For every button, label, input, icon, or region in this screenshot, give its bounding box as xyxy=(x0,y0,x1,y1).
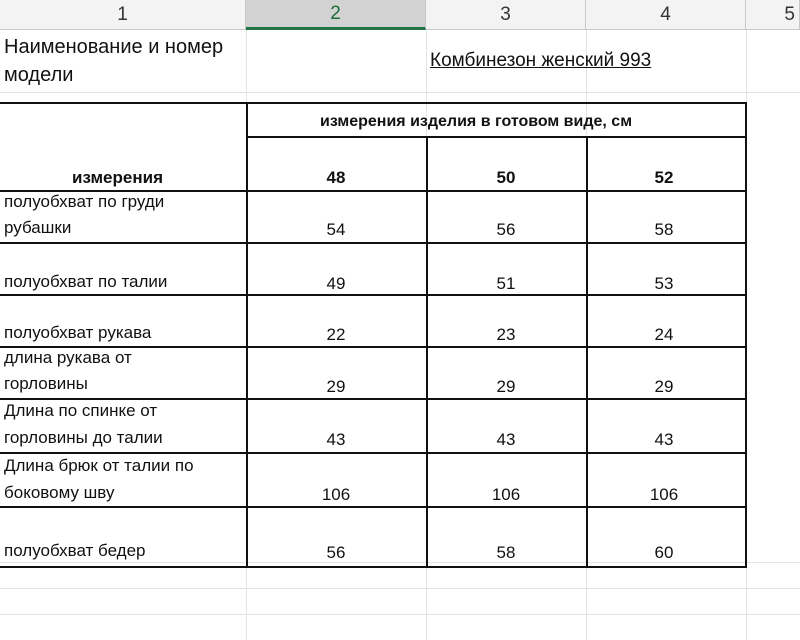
column-header-1[interactable]: 1 xyxy=(0,0,246,30)
table-cell: 56 xyxy=(326,543,346,562)
table-cell: 29 xyxy=(326,377,346,396)
table-cell: 56 xyxy=(496,220,516,239)
table-cell: 43 xyxy=(326,430,346,449)
table-cell: 54 xyxy=(326,220,346,239)
table-border xyxy=(246,136,746,138)
row-label: боковому шву xyxy=(4,483,115,502)
table-cell: 29 xyxy=(654,377,674,396)
table-cell: 43 xyxy=(496,430,516,449)
size-header: 48 xyxy=(326,168,346,187)
table-border xyxy=(0,506,746,508)
size-header: 50 xyxy=(496,168,516,187)
row-label: полуобхват по груди xyxy=(4,192,165,211)
row-label: горловины до талии xyxy=(4,428,163,447)
table-cell: 24 xyxy=(654,325,674,344)
column-header-5[interactable]: 5 xyxy=(746,0,800,30)
row-label: рубашки xyxy=(4,218,72,237)
row-label: Длина по спинке от xyxy=(4,401,158,420)
group-header: измерения изделия в готовом виде, см xyxy=(320,113,633,130)
table-cell: 58 xyxy=(496,543,516,562)
table-cell: 53 xyxy=(654,274,674,293)
table-cell: 106 xyxy=(321,485,351,504)
gridline xyxy=(0,92,800,93)
table-cell: 51 xyxy=(496,274,516,293)
column-header-2[interactable]: 2 xyxy=(246,0,426,30)
table-cell: 60 xyxy=(654,543,674,562)
table-border xyxy=(0,294,746,296)
table-cell: 23 xyxy=(496,325,516,344)
table-cell: 58 xyxy=(654,220,674,239)
row-label: Длина брюк от талии по xyxy=(4,456,194,475)
table-border xyxy=(426,136,428,568)
title-line-1: Наименование и номер xyxy=(4,36,224,58)
table-cell: 106 xyxy=(649,485,679,504)
row-label: полуобхват по талии xyxy=(4,272,168,291)
table-cell: 49 xyxy=(326,274,346,293)
size-header: 52 xyxy=(654,168,674,187)
table-border xyxy=(0,452,746,454)
row-label: полуобхват бедер xyxy=(4,541,146,560)
table-cell: 22 xyxy=(326,325,346,344)
table-border xyxy=(586,136,588,568)
column-header-3[interactable]: 3 xyxy=(426,0,586,30)
gridline xyxy=(0,614,800,615)
table-cell: 29 xyxy=(496,377,516,396)
table-border-top xyxy=(0,102,746,104)
title-line-2: модели xyxy=(4,64,74,86)
row-header: измерения xyxy=(72,168,163,187)
model-name: Комбинезон женский 993 xyxy=(430,50,652,71)
table-border-bottom xyxy=(0,566,746,568)
table-border xyxy=(0,398,746,400)
table-cell: 106 xyxy=(491,485,521,504)
row-label: длина рукава от xyxy=(4,348,132,367)
row-label: полуобхват рукава xyxy=(4,323,152,342)
gridline xyxy=(0,588,800,589)
row-label: горловины xyxy=(4,374,88,393)
table-border xyxy=(0,242,746,244)
column-header-4[interactable]: 4 xyxy=(586,0,746,30)
table-border xyxy=(745,102,747,568)
table-cell: 43 xyxy=(654,430,674,449)
table-border xyxy=(246,102,248,568)
